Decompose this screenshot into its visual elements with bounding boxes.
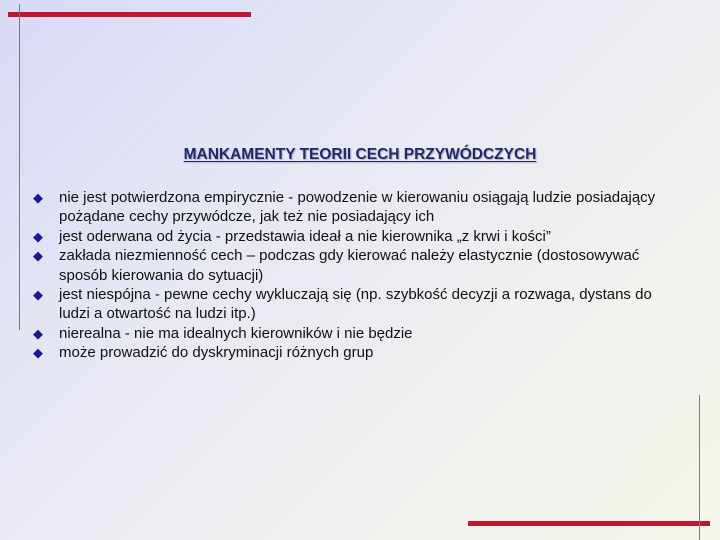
slide-title: MANKAMENTY TEORII CECH PRZYWÓDCZYCH xyxy=(183,146,537,163)
list-item-text: jest niespójna - pewne cechy wykluczają się (np. szybkość decyzji a rozwaga, dystans do ludzi a otwartość na ludzi itp.) xyxy=(59,286,652,323)
list-item-text: zakłada niezmienność cech – podczas gdy kierować należy elastycznie (dostosowywać sposób kierowania do sytuacji) xyxy=(59,247,640,284)
list-item-text: może prowadzić do dyskryminacji różnych grup xyxy=(59,344,374,362)
diamond-bullet-icon: ◆ xyxy=(33,228,43,244)
left-vertical-line xyxy=(19,4,20,330)
bottom-accent-bar xyxy=(468,521,710,526)
list-item-text: nierealna - nie ma idealnych kierowników i nie będzie xyxy=(59,324,413,342)
bullet-list xyxy=(33,188,673,363)
list-item xyxy=(33,343,673,362)
diamond-bullet-icon: ◆ xyxy=(33,287,43,303)
diamond-bullet-icon: ◆ xyxy=(33,325,43,341)
top-accent-bar xyxy=(8,12,251,17)
list-item-text: nie jest potwierdzona empirycznie - powodzenie w kierowaniu osiągają ludzie posiadający pożądane cechy przywódcze, jak też nie posiadający ich xyxy=(59,189,656,226)
list-item xyxy=(33,246,673,285)
diamond-bullet-icon: ◆ xyxy=(33,345,43,361)
list-item-text: jest oderwana od życia - przedstawia ideał a nie kierownika „z krwi i kości” xyxy=(59,227,551,245)
list-item xyxy=(33,188,673,227)
list-item xyxy=(33,324,673,343)
diamond-bullet-icon: ◆ xyxy=(33,190,43,205)
diamond-bullet-icon: ◆ xyxy=(33,248,43,264)
list-item xyxy=(33,285,673,324)
list-item xyxy=(33,227,673,246)
right-vertical-line xyxy=(699,395,700,540)
